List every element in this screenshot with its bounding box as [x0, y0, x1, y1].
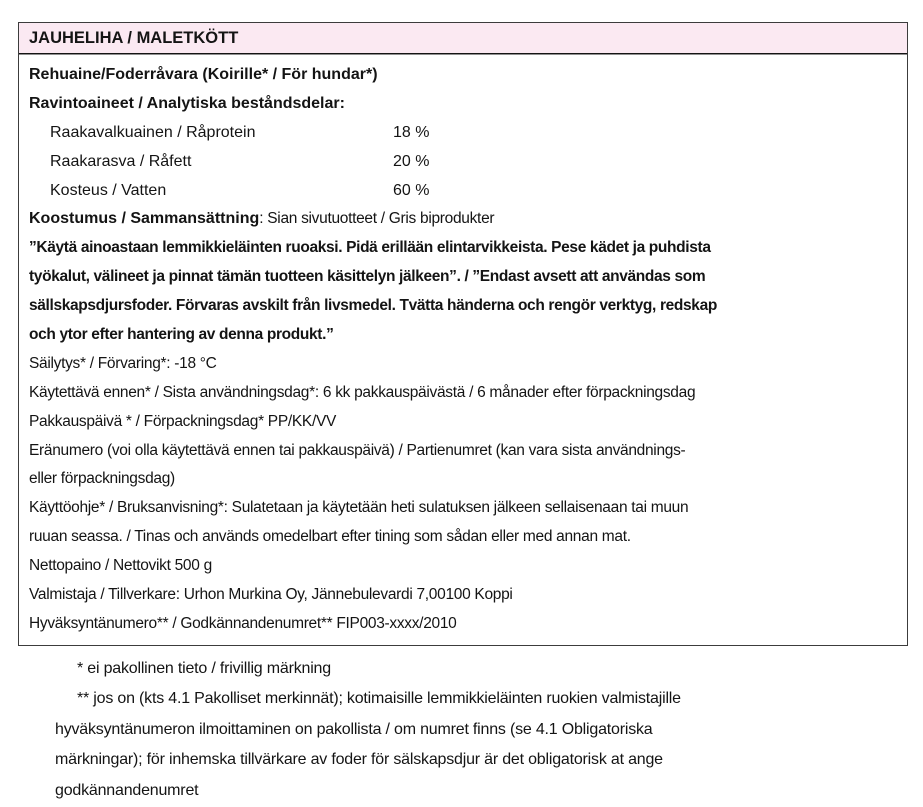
warning-line: sällskapsdjursfoder. Förvaras avskilt från livsmedel. Tvätta händerna och rengör verktyg, redskap — [29, 297, 717, 315]
storage-line: Säilytys* / Förvaring*: -18 °C — [29, 354, 217, 372]
composition-value: : Sian sivutuotteet / Gris biprodukter — [259, 210, 495, 228]
footnote-line: * ei pakollinen tieto / frivillig märkning — [77, 660, 331, 677]
footnote-line: ** jos on (kts 4.1 Pakolliset merkinnät); kotimaisille lemmikkieläinten ruokien valmistajille — [77, 690, 681, 708]
packing-date-line: Pakkauspäivä * / Förpackningsdag* PP/KK/VV — [29, 412, 337, 430]
best-before-line: Käytettävä ennen* / Sista användningsdag*: 6 kk pakkauspäivästä / 6 månader efter förpackningsdag — [29, 383, 696, 401]
nutrient-label: Raakavalkuainen / Råprotein — [50, 123, 256, 141]
instructions-line: ruuan seassa. / Tinas och används omedelbart efter tining som sådan eller med annan mat. — [29, 528, 631, 546]
net-weight-line: Nettopaino / Nettovikt 500 g — [29, 557, 212, 575]
label-body — [19, 54, 907, 645]
nutrient-label: Kosteus / Vatten — [50, 181, 167, 199]
footnote-line: godkännandenumret — [55, 781, 199, 799]
nutrients-heading: Ravintoaineet / Analytiska beståndsdelar: — [29, 94, 345, 112]
nutrient-row — [29, 119, 897, 148]
composition-label: Koostumus / Sammansättning — [29, 210, 260, 228]
manufacturer-line: Valmistaja / Tillverkare: Urhon Murkina Oy, Jännebulevardi 7,00100 Koppi — [29, 586, 513, 604]
footnote-line: märkningar); för inhemska tillvärkare av foder för sälskapsdjur är det obligatorisk at ange — [55, 751, 663, 769]
footnote-line: hyväksyntänumeron ilmoittaminen on pakollista / om numret finns (se 4.1 Obligatoriska — [55, 720, 653, 738]
product-label-box — [18, 22, 908, 646]
nutrient-value: 18 % — [393, 123, 430, 141]
warning-line: och ytor efter hantering av denna produkt.” — [29, 326, 334, 344]
nutrient-row — [29, 148, 897, 177]
nutrient-value: 60 % — [393, 181, 430, 199]
instructions-line: Käyttöohje* / Bruksanvisning*: Sulatetaan ja käytetään heti sulatuksen jälkeen sellaisenaan tai muun — [29, 499, 689, 517]
warning-line: ”Käytä ainoastaan lemmikkieläinten ruoaksi. Pidä erillään elintarvikkeista. Pese kädet ja puhdista — [29, 239, 711, 257]
label-title: JAUHELIHA / MALETKÖTT — [19, 23, 907, 54]
nutrient-value: 20 % — [393, 152, 430, 170]
nutrient-row — [29, 177, 897, 206]
approval-number-line: Hyväksyntänumero** / Godkännandenumret** FIP003-xxxx/2010 — [29, 614, 457, 632]
batch-number-line: Eränumero (voi olla käytettävä ennen tai pakkauspäivä) / Partienumret (kan vara sista användnings- — [29, 441, 686, 459]
nutrient-label: Raakarasva / Råfett — [50, 152, 192, 170]
footnotes — [55, 654, 905, 806]
warning-line: työkalut, välineet ja pinnat tämän tuotteen käsittelyn jälkeen”. / ”Endast avsett att användas som — [29, 268, 706, 286]
composition-line — [29, 205, 897, 234]
feed-material-line: Rehuaine/Foderråvara (Koirille* / För hundar*) — [29, 66, 378, 83]
batch-number-line: eller förpackningsdag) — [29, 470, 175, 488]
